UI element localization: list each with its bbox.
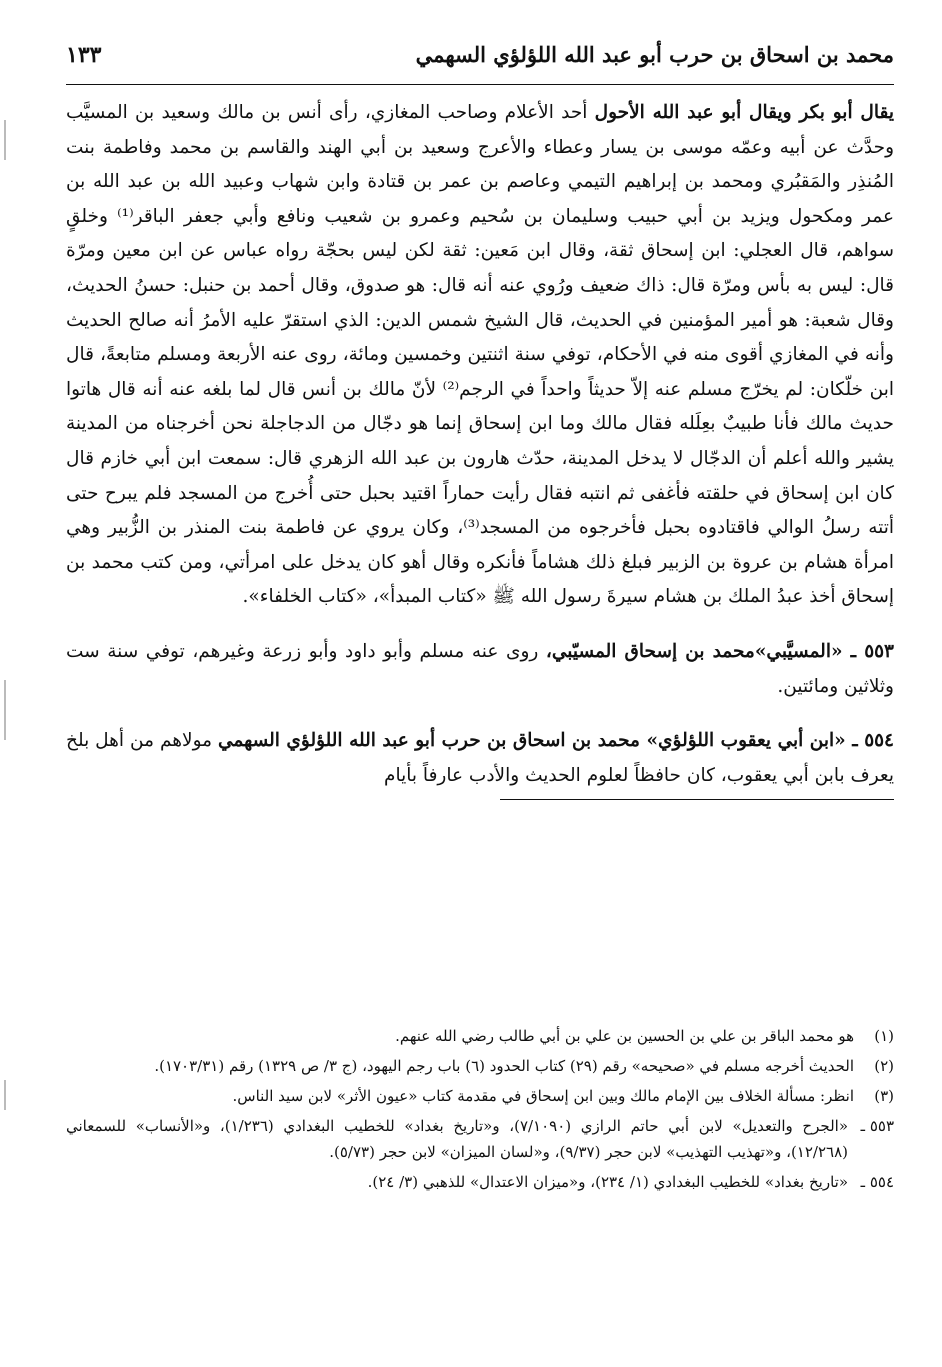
footnote-553-sources xyxy=(66,1113,894,1165)
footnote-number: ٥٥٣ ـ xyxy=(860,1117,894,1135)
footnote-number: ٥٥٤ ـ xyxy=(860,1173,894,1191)
header-title: محمد بن اسحاق بن حرب أبو عبد الله اللؤلؤي السهمي xyxy=(415,42,894,67)
footnote-1 xyxy=(66,1023,894,1049)
footnote-text: هو محمد الباقر بن علي بن الحسين بن علي بن أبي طالب رضي الله عنهم. xyxy=(395,1027,854,1045)
footnote-number: (٢) xyxy=(874,1057,894,1075)
entry-552-paragraph xyxy=(66,96,894,615)
scan-edge-marks xyxy=(0,0,12,1367)
footnotes xyxy=(66,1023,894,1199)
entry-554-bold-intro: ٥٥٤ ـ «ابن أبي يعقوب اللؤلؤي» محمد بن اسحاق بن حرب أبو عبد الله اللؤلؤي السهمي xyxy=(218,730,894,752)
scan-mark xyxy=(4,120,6,160)
page-number: ١٣٣ xyxy=(66,42,102,68)
entry-553-paragraph xyxy=(66,635,894,704)
footnote-text: «تاريخ بغداد» للخطيب البغدادي (١/ ٢٣٤)، و«ميزان الاعتدال» للذهبي (٣/ ٢٤). xyxy=(367,1173,848,1191)
entry-554-paragraph xyxy=(66,724,894,793)
footnote-text: الحديث أخرجه مسلم في «صحيحه» رقم (٢٩) كتاب الحدود (٦) باب رجم اليهود، (ج ٣/ ص ١٣٢٩) رقم (١٧٠٣/٣١). xyxy=(154,1057,854,1075)
running-header xyxy=(66,40,894,85)
entry-552-bold-intro: يقال أبو بكر ويقال أبو عبد الله الأحول xyxy=(594,102,895,123)
entry-552-text: أحد الأعلام وصاحب المغازي، رأى أنس بن مالك وسعيد بن المسيَّب وحدَّث عن أبيه وعمّه موسى بن يسار وعطاء والأعرج وسعيد بن أبي الهند والقاسم بن محمد وفاطمة بنت المُنذِر والمَقبُري ومحمد بن إبراهيم التيمي وعاصم بن عمر بن قتادة وابن شهاب وعبيد الله بن عبد الله بن عمر ومكحول ويزيد بن أبي حبيب وسليمان بن سُحيم وعمرو بن شعيب ونافع وأبي جعفر الباقر⁽¹⁾ وخلقٍ سواهم، قال العجلي: ابن إسحاق ثقة، وقال ابن مَعين: ثقة لكن ليس بحجّة رواه عباس عن ابن معين ومرّة قال: ليس به بأس ومرّة قال: ذاك ضعيف ورُوي عنه أنه قال: هو صدوق، وقال أحمد بن حنبل: حسنُ الحديث، وقال شعبة: هو أمير المؤمنين في الحديث، قال الشيخ شمس الدين: الذي استقرّ عليه الأمرُ أنه صالح الحديث وأنه في المغازي أقوى منه في الأحكام، توفي سنة اثنتين وخمسين ومائة، روى عنه الأربعة ومسلم متابعةً، قال ابن خلّكان: لم يخرّج مسلم عنه إلاّ حديثاً واحداً في الرجم⁽²⁾ لأنّ مالك بن أنس قال لما بلغه عنه أنه قال هاتوا حديث مالك فأنا طبيبٌ بعِلَله فقال مالك وما ابن إسحاق إنما هو دجّال من الدجاجلة نحن أخرجناه من المدينة يشير والله أعلم أن الدجّال لا يدخل المدينة، حدّث هارون بن عبد الله الزهري قال: سمعت ابن أبي خازم قال كان ابن إسحاق في حلقته فأغفى ثم انتبه فقال رأيت حماراً اقتيد بحبل حتى أُخرج من المسجد فلم يبرح حتى أتته رسلُ الوالي فاقتادوه بحبل فأخرجوه من المسجد⁽³⁾، وكان يروي عن فاطمة بنت المنذر بن الزُّبير وهي امرأة هشام بن عروة بن الزبير فبلغ ذلك هشاماً فأنكره وقال أهو كان يدخل على امرأتي، ومن كتب محمد بن إسحاق أخذ عبدُ الملك بن هشام سيرةَ رسول الله ﷺ «كتاب المبدأ»، «كتاب الخلفاء». xyxy=(66,102,894,608)
footnote-divider xyxy=(500,799,894,800)
entry-553-bold-intro: ٥٥٣ ـ «المسيَّبي»محمد بن إسحاق المسيّبي، xyxy=(545,640,894,662)
footnote-2 xyxy=(66,1053,894,1079)
footnote-number: (٣) xyxy=(874,1087,894,1105)
entry-554-text: مولاهم من أهل بلخ يعرف بابن أبي يعقوب، كان حافظاً لعلوم الحديث والأدب عارفاً بأيام xyxy=(66,730,894,786)
scan-mark xyxy=(4,680,6,740)
footnote-3 xyxy=(66,1083,894,1109)
scan-mark xyxy=(4,1080,6,1110)
footnote-number: (١) xyxy=(874,1027,894,1045)
footnote-text: انظر: مسألة الخلاف بين الإمام مالك وبين ابن إسحاق في مقدمة كتاب «عيون الأثر» لابن سيد الناس. xyxy=(232,1087,854,1105)
entry-553-text: روى عنه مسلم وأبو داود وأبو زرعة وغيرهم، توفي سنة ست وثلاثين ومائتين. xyxy=(66,640,894,697)
footnote-text: «الجرح والتعديل» لابن أبي حاتم الرازي (٧/١٠٩٠)، و«تاريخ بغداد» للخطيب البغدادي (١/٢٣٦)، و«الأنساب» للسمعاني (١٢/٢٦٨)، و«تهذيب التهذيب» لابن حجر (٩/٣٧)، و«لسان الميزان» لابن حجر (٥/٧٣). xyxy=(66,1117,848,1161)
footnote-554-sources xyxy=(66,1169,894,1195)
